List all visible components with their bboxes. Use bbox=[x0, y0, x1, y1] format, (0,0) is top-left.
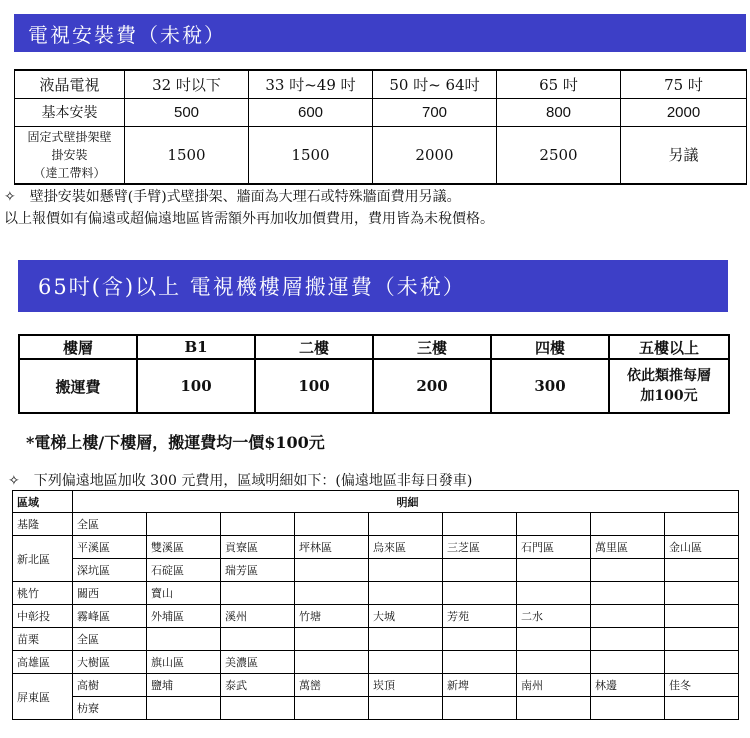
table-cell bbox=[665, 697, 739, 720]
table-row bbox=[13, 651, 739, 674]
install-fee-banner bbox=[14, 14, 746, 52]
table-cell: 大城 bbox=[369, 605, 443, 628]
table-cell bbox=[591, 582, 665, 605]
cell-line: 加100元 bbox=[640, 388, 698, 404]
table-cell bbox=[221, 697, 295, 720]
floor-fee-banner bbox=[18, 260, 728, 312]
table-cell: 1500 bbox=[249, 126, 373, 184]
table-cell bbox=[591, 605, 665, 628]
table-row bbox=[13, 513, 739, 536]
table-cell bbox=[15, 126, 125, 184]
table-cell bbox=[147, 628, 221, 651]
table-cell: 崁頂 bbox=[369, 674, 443, 697]
table-header: 明細 bbox=[73, 491, 739, 513]
table-cell bbox=[665, 651, 739, 674]
table-cell bbox=[443, 697, 517, 720]
table-cell: 二水 bbox=[517, 605, 591, 628]
region-cell: 新北區 bbox=[13, 536, 73, 582]
table-cell bbox=[665, 605, 739, 628]
table-cell: 2000 bbox=[621, 98, 747, 126]
table-cell bbox=[147, 513, 221, 536]
table-header: 區域 bbox=[13, 491, 73, 513]
table-cell bbox=[369, 513, 443, 536]
table-cell: 泰武 bbox=[221, 674, 295, 697]
table-cell bbox=[295, 651, 369, 674]
floor-fee-table bbox=[18, 334, 730, 414]
cell-line: 依此類推每層 bbox=[627, 368, 711, 384]
row-label-line: 掛安裝 bbox=[51, 147, 88, 162]
table-row bbox=[13, 674, 739, 697]
table-row bbox=[13, 697, 739, 720]
region-cell: 高雄區 bbox=[13, 651, 73, 674]
table-cell bbox=[369, 559, 443, 582]
table-cell: 搬運費 bbox=[19, 359, 137, 413]
table-cell bbox=[369, 651, 443, 674]
table-header: 二樓 bbox=[255, 335, 373, 359]
table-cell: 溪州 bbox=[221, 605, 295, 628]
table-cell bbox=[517, 697, 591, 720]
table-cell: 300 bbox=[491, 359, 609, 413]
table-cell: 竹塘 bbox=[295, 605, 369, 628]
table-cell: 大樹區 bbox=[73, 651, 147, 674]
table-cell bbox=[369, 697, 443, 720]
table-cell: 全區 bbox=[73, 513, 147, 536]
table-cell bbox=[295, 582, 369, 605]
table-header: 四樓 bbox=[491, 335, 609, 359]
table-cell: 石碇區 bbox=[147, 559, 221, 582]
table-cell bbox=[591, 559, 665, 582]
table-cell bbox=[221, 582, 295, 605]
table-cell: 坪林區 bbox=[295, 536, 369, 559]
row-label-line: 固定式壁掛架壁 bbox=[27, 129, 112, 144]
table-cell: 芳苑 bbox=[443, 605, 517, 628]
table-cell: 美濃區 bbox=[221, 651, 295, 674]
table-cell: 700 bbox=[373, 98, 497, 126]
table-cell bbox=[665, 582, 739, 605]
table-cell: 1500 bbox=[125, 126, 249, 184]
table-cell: 鹽埔 bbox=[147, 674, 221, 697]
wall-mount-note: ✧ 壁掛安裝如懸臂(手臂)式壁掛架、牆面為大理石或特殊牆面費用另議。 bbox=[4, 189, 461, 205]
table-header: 五樓以上 bbox=[609, 335, 729, 359]
table-cell: 100 bbox=[137, 359, 255, 413]
table-cell: 外埔區 bbox=[147, 605, 221, 628]
table-cell: 500 bbox=[125, 98, 249, 126]
region-cell: 基隆 bbox=[13, 513, 73, 536]
table-cell: 金山區 bbox=[665, 536, 739, 559]
table-cell bbox=[295, 513, 369, 536]
table-cell bbox=[609, 359, 729, 413]
table-cell: 雙溪區 bbox=[147, 536, 221, 559]
elevator-note: *電梯上樓/下樓層，搬運費均一價$100元 bbox=[26, 433, 325, 452]
region-cell: 中彰投 bbox=[13, 605, 73, 628]
remote-area-table bbox=[12, 490, 739, 720]
table-cell bbox=[665, 513, 739, 536]
table-cell bbox=[443, 628, 517, 651]
table-cell: 另議 bbox=[621, 126, 747, 184]
table-header: 樓層 bbox=[19, 335, 137, 359]
table-cell: 全區 bbox=[73, 628, 147, 651]
table-header: 33 吋~49 吋 bbox=[249, 70, 373, 98]
table-row bbox=[13, 536, 739, 559]
table-cell bbox=[665, 559, 739, 582]
table-cell bbox=[221, 513, 295, 536]
table-cell: 貢寮區 bbox=[221, 536, 295, 559]
table-cell bbox=[221, 628, 295, 651]
table-cell bbox=[517, 628, 591, 651]
table-row bbox=[15, 70, 747, 98]
table-cell: 2000 bbox=[373, 126, 497, 184]
table-cell bbox=[443, 513, 517, 536]
table-cell bbox=[591, 628, 665, 651]
table-row bbox=[13, 628, 739, 651]
table-cell: 萬巒 bbox=[295, 674, 369, 697]
region-cell: 桃竹 bbox=[13, 582, 73, 605]
table-cell: 枋寮 bbox=[73, 697, 147, 720]
install-fee-table bbox=[14, 69, 747, 185]
table-cell bbox=[517, 582, 591, 605]
remote-area-note: ✧ 下列偏遠地區加收 300 元費用，區域明細如下：(偏遠地區非每日發車) bbox=[8, 473, 473, 489]
table-cell: 烏來區 bbox=[369, 536, 443, 559]
table-cell bbox=[295, 628, 369, 651]
table-row bbox=[13, 582, 739, 605]
table-cell bbox=[443, 651, 517, 674]
table-header: 65 吋 bbox=[497, 70, 621, 98]
table-row bbox=[15, 98, 747, 126]
table-header: 50 吋~ 64吋 bbox=[373, 70, 497, 98]
table-header: 三樓 bbox=[373, 335, 491, 359]
table-cell: 600 bbox=[249, 98, 373, 126]
table-header: 32 吋以下 bbox=[125, 70, 249, 98]
region-cell: 屏東區 bbox=[13, 674, 73, 720]
table-cell bbox=[443, 559, 517, 582]
table-cell: 三芝區 bbox=[443, 536, 517, 559]
table-cell bbox=[591, 697, 665, 720]
table-cell: 南州 bbox=[517, 674, 591, 697]
table-cell: 石門區 bbox=[517, 536, 591, 559]
table-cell: 100 bbox=[255, 359, 373, 413]
table-cell: 旗山區 bbox=[147, 651, 221, 674]
floor-fee-title: 65吋(含)以上 電視機樓層搬運費（未稅） bbox=[38, 275, 466, 299]
table-cell bbox=[517, 559, 591, 582]
table-row bbox=[19, 359, 729, 413]
table-cell: 霧峰區 bbox=[73, 605, 147, 628]
table-cell: 2500 bbox=[497, 126, 621, 184]
region-cell: 苗栗 bbox=[13, 628, 73, 651]
table-cell bbox=[517, 651, 591, 674]
table-cell: 林邊 bbox=[591, 674, 665, 697]
table-cell: 基本安裝 bbox=[15, 98, 125, 126]
table-cell: 深坑區 bbox=[73, 559, 147, 582]
table-cell bbox=[665, 628, 739, 651]
table-row bbox=[19, 335, 729, 359]
table-cell: 寶山 bbox=[147, 582, 221, 605]
table-row bbox=[13, 491, 739, 513]
table-row bbox=[13, 605, 739, 628]
table-cell bbox=[295, 559, 369, 582]
table-cell bbox=[147, 697, 221, 720]
install-fee-title: 電視安裝費（未稅） bbox=[28, 22, 226, 47]
table-cell: 高樹 bbox=[73, 674, 147, 697]
table-header: 75 吋 bbox=[621, 70, 747, 98]
table-cell bbox=[369, 628, 443, 651]
table-row bbox=[13, 559, 739, 582]
table-cell bbox=[369, 582, 443, 605]
table-cell bbox=[591, 513, 665, 536]
table-header: 液晶電視 bbox=[15, 70, 125, 98]
table-cell: 平溪區 bbox=[73, 536, 147, 559]
table-cell bbox=[591, 651, 665, 674]
row-label-line: （達工帶料） bbox=[33, 165, 106, 180]
table-cell: 800 bbox=[497, 98, 621, 126]
table-cell bbox=[295, 697, 369, 720]
table-cell bbox=[443, 582, 517, 605]
table-cell bbox=[517, 513, 591, 536]
table-row bbox=[15, 126, 747, 184]
table-cell: 佳冬 bbox=[665, 674, 739, 697]
table-cell: 200 bbox=[373, 359, 491, 413]
table-cell: 新埤 bbox=[443, 674, 517, 697]
remote-fee-note: 以上報價如有偏遠或超偏遠地區皆需額外再加收加價費用，費用皆為未稅價格。 bbox=[4, 211, 494, 227]
table-header: B1 bbox=[137, 335, 255, 359]
table-cell: 瑞芳區 bbox=[221, 559, 295, 582]
table-cell: 關西 bbox=[73, 582, 147, 605]
table-cell: 萬里區 bbox=[591, 536, 665, 559]
